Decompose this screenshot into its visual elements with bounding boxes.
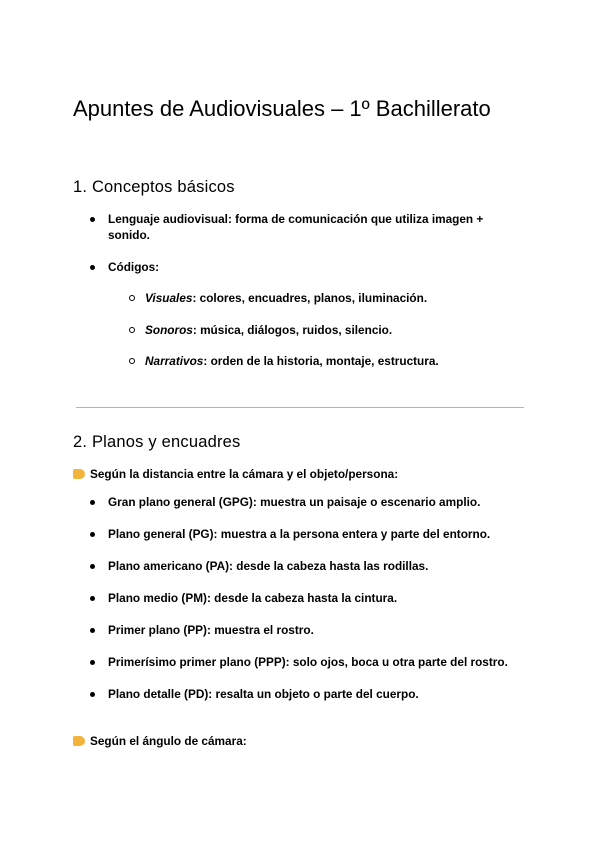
list-item: Plano americano (PA): desde la cabeza hasta las rodillas.: [108, 558, 528, 574]
lead-text: Según el ángulo de cámara:: [90, 734, 247, 748]
sub-list-item: [145, 290, 525, 306]
lead-line: [73, 733, 247, 749]
section-divider: [76, 407, 524, 408]
sub-list-item: [145, 322, 525, 338]
list-item: Primerísimo primer plano (PPP): solo ojos, boca u otra parte del rostro.: [108, 654, 528, 670]
list-item: Plano general (PG): muestra a la persona entera y parte del entorno.: [108, 526, 528, 542]
list-item: Primer plano (PP): muestra el rostro.: [108, 622, 528, 638]
term-sonoros: Sonoros: [145, 323, 193, 337]
pointing-hand-icon: [73, 736, 85, 746]
term-text: : colores, encuadres, planos, iluminación.: [192, 291, 428, 305]
list-item: Plano medio (PM): desde la cabeza hasta la cintura.: [108, 590, 528, 606]
section-heading-planos: 2. Planos y encuadres: [73, 433, 241, 451]
sub-list-item: [145, 353, 525, 369]
list-item: Lenguaje audiovisual: forma de comunicación que utiliza imagen + sonido.: [108, 211, 528, 243]
term-text: : música, diálogos, ruidos, silencio.: [192, 323, 393, 337]
list-item: Plano detalle (PD): resalta un objeto o parte del cuerpo.: [108, 686, 528, 702]
lead-text: Según la distancia entre la cámara y el objeto/persona:: [90, 467, 399, 481]
pointing-hand-icon: [73, 469, 85, 479]
page-title: Apuntes de Audiovisuales – 1º Bachillerato: [73, 96, 491, 121]
term-text: : orden de la historia, montaje, estructura.: [203, 354, 439, 368]
list-item: Códigos:: [108, 259, 528, 275]
term-visuales: Visuales: [145, 291, 193, 305]
list-item: Gran plano general (GPG): muestra un paisaje o escenario amplio.: [108, 494, 528, 510]
section-heading-conceptos: 1. Conceptos básicos: [73, 178, 235, 196]
lead-line: [73, 466, 398, 482]
term-narrativos: Narrativos: [145, 354, 204, 368]
